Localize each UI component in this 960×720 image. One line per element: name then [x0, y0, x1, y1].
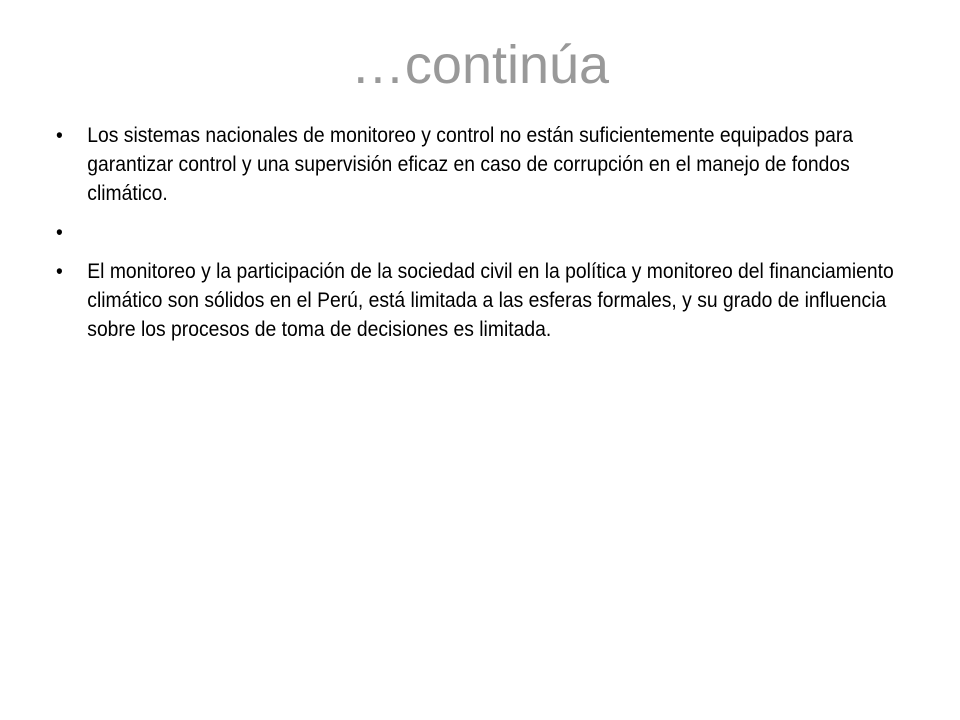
bullet-text: Los sistemas nacionales de monitoreo y control no están suficientemente equipados para garantizar control y una supervisión eficaz en caso de corrupción en el manejo de fondos climático. [87, 124, 854, 205]
slide-title: …continúa [350, 35, 610, 95]
bullet-glyph: • [56, 221, 63, 244]
bullet-glyph: • [56, 260, 63, 283]
bullet-item [56, 257, 906, 344]
bullet-glyph: • [56, 124, 63, 147]
bullet-text: El monitoreo y la participación de la sociedad civil en la política y monitoreo del financiamiento climático son sólidos en el Perú, está limitada a las esferas formales, y su grado de influencia sobre los procesos de toma de decisiones es limitada. [87, 260, 894, 341]
bullet-item-empty [56, 218, 906, 247]
bullet-item [56, 121, 906, 208]
bullet-list [56, 121, 894, 344]
